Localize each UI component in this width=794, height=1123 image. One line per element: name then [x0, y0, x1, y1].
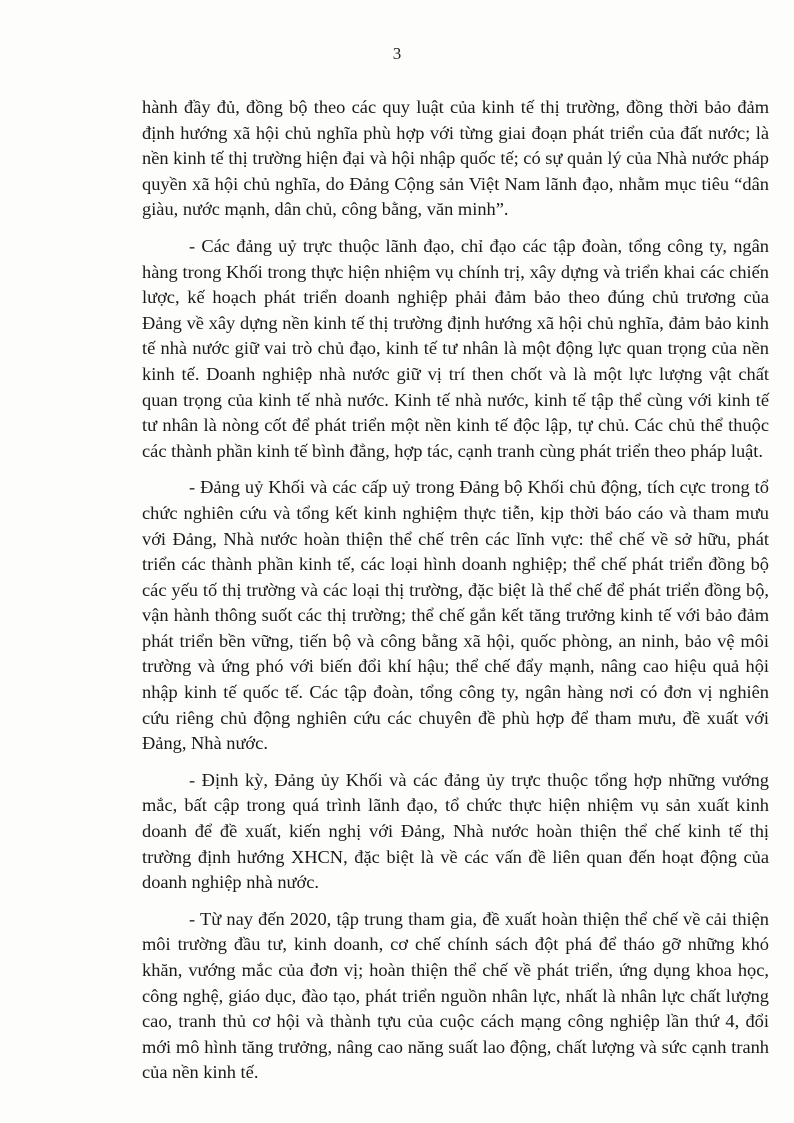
paragraph-periodic-review: - Định kỳ, Đảng ủy Khối và các đảng ủy trực thuộc tổng hợp những vướng mắc, bất cập trong quá trình lãnh đạo, tổ chức thực hiện nhiệm vụ sản xuất kinh doanh để đề xuất, kiến nghị với Đảng, Nhà nước hoàn thiện thể chế kinh tế thị trường định hướng XHCN, đặc biệt là về các vấn đề liên quan đến hoạt động của doanh nghiệp nhà nước. — [142, 769, 769, 893]
paragraph-until-2020: - Từ nay đến 2020, tập trung tham gia, đề xuất hoàn thiện thể chế về cải thiện môi trường đầu tư, kinh doanh, cơ chế chính sách đột phá để tháo gỡ những khó khăn, vướng mắc của đơn vị; hoàn thiện thể chế về phát triển, ứng dụng khoa học, công nghệ, giáo dục, đào tạo, phát triển nguồn nhân lực, nhất là nhân lực chất lượng cao, tranh thủ cơ hội và thành tựu của cuộc cách mạng công nghiệp lần thứ 4, đổi mới mô hình tăng trưởng, nâng cao năng suất lao động, chất lượng và sức cạnh tranh của nền kinh tế. — [142, 908, 769, 1083]
paragraph-party-committees-leadership: - Các đảng uỷ trực thuộc lãnh đạo, chỉ đạo các tập đoàn, tổng công ty, ngân hàng trong Khối trong thực hiện nhiệm vụ chính trị, xây dựng và triển khai các chiến lược, kế hoạch phát triển doanh nghiệp phải đảm bảo theo đúng chủ trương của Đảng về xây dựng nền kinh tế thị trường định hướng xã hội chủ nghĩa, đảm bảo kinh tế nhà nước giữ vai trò chủ đạo, kinh tế tư nhân là một động lực quan trọng của nền kinh tế. Doanh nghiệp nhà nước giữ vị trí then chốt và là một lực lượng vật chất quan trọng của kinh tế nhà nước. Kinh tế nhà nước, kinh tế tập thể cùng với kinh tế tư nhân là nòng cốt để phát triển một nền kinh tế độc lập, tự chủ. Các chủ thể thuộc các thành phần kinh tế bình đẳng, hợp tác, cạnh tranh cùng phát triển theo pháp luật. — [142, 235, 769, 461]
paragraph-continuation: hành đầy đủ, đồng bộ theo các quy luật của kinh tế thị trường, đồng thời bảo đảm định hướng xã hội chủ nghĩa phù hợp với từng giai đoạn phát triển của đất nước; là nền kinh tế thị trường hiện đại và hội nhập quốc tế; có sự quản lý của Nhà nước pháp quyền xã hội chủ nghĩa, do Đảng Cộng sản Việt Nam lãnh đạo, nhằm mục tiêu “dân giàu, nước mạnh, dân chủ, công bằng, văn minh”. — [142, 97, 769, 220]
document-body — [142, 95, 769, 1097]
paragraph-institution-research: - Đảng uỷ Khối và các cấp uỷ trong Đảng bộ Khối chủ động, tích cực trong tổ chức nghiên cứu và tổng kết kinh nghiệm thực tiễn, kịp thời báo cáo và tham mưu với Đảng, Nhà nước hoàn thiện thể chế trên các lĩnh vực: thể chế về sở hữu, phát triển các thành phần kinh tế, các loại hình doanh nghiệp; thể chế phát triển đồng bộ các yếu tố thị trường và các loại thị trường, đặc biệt là thể chế để phát triển đồng bộ, vận hành thông suốt các thị trường; thể chế gắn kết tăng trưởng kinh tế với bảo đảm phát triển bền vững, tiến bộ và công bằng xã hội, quốc phòng, an ninh, bảo vệ môi trường và ứng phó với biến đổi khí hậu; thể chế đẩy mạnh, nâng cao hiệu quả hội nhập kinh tế quốc tế. Các tập đoàn, tổng công ty, ngân hàng nơi có đơn vị nghiên cứu riêng chủ động nghiên cứu các chuyên đề phù hợp để tham mưu, đề xuất với Đảng, Nhà nước. — [142, 477, 769, 754]
page-number: 3 — [392, 44, 402, 63]
